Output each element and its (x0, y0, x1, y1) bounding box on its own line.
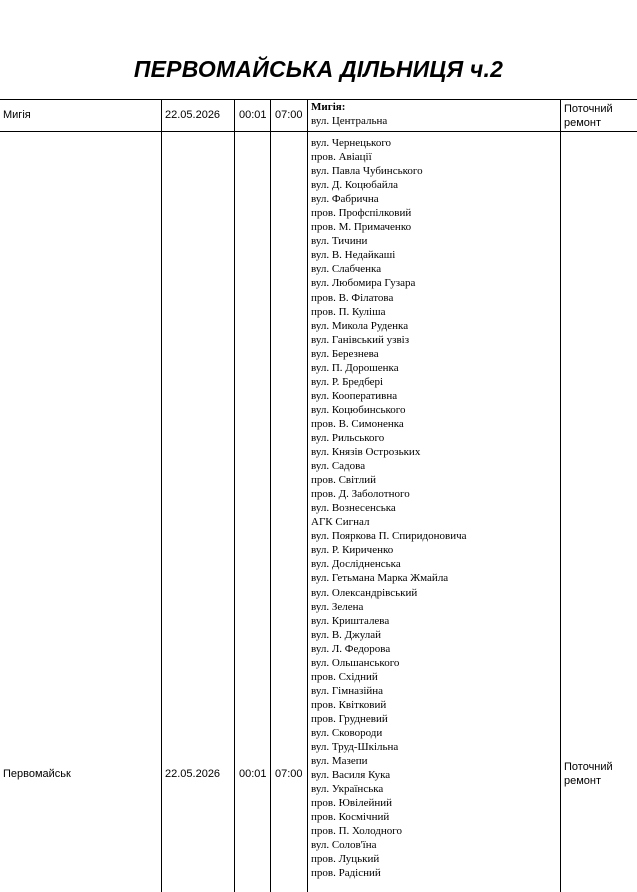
street-item: вул. Чернецького (311, 137, 392, 149)
street-item: пров. Квітковий (311, 698, 387, 711)
column-divider (234, 132, 235, 892)
page-title: ПЕРВОМАЙСЬКА ДІЛЬНИЦЯ ч.2 (133, 56, 504, 82)
street-item: вул. Мазепи (311, 755, 368, 768)
column-divider (161, 132, 162, 892)
street-item: пров. В. Симоненка (311, 417, 404, 430)
street-item: вул. Фабрична (311, 193, 379, 206)
street-item: вул. Солов'їна (311, 839, 377, 852)
table-row (0, 100, 637, 132)
work-type-cell: Поточний ремонт (564, 103, 613, 129)
street-item: пров. Профспілковий (311, 207, 412, 220)
street-item: вул. Садова (311, 460, 366, 473)
street-item: вул. Гетьмана Марка Жмайла (311, 572, 449, 585)
street-item: АГК Сигнал (311, 516, 370, 529)
street-item: вул. Зелена (311, 600, 364, 613)
street-item: пров. В. Філатова (311, 291, 394, 304)
street-item: вул. Коцюбинського (311, 403, 406, 416)
column-divider (270, 100, 271, 131)
street-item: вул. Павла Чубинського (311, 165, 423, 178)
column-divider (307, 100, 308, 131)
street-item: вул. Кооперативна (311, 389, 398, 402)
street-item: вул. Українська (311, 783, 384, 796)
street-item: вул. В. Недайкаші (311, 249, 396, 262)
street-item: вул. Р. Кириченко (311, 544, 394, 557)
column-divider (161, 100, 162, 131)
street-item: вул. Дослідненська (311, 558, 401, 571)
street-item: вул. Вознесенська (311, 502, 396, 515)
street-item: вул. Микола Руденка (311, 319, 409, 332)
street-item: вул. Сковороди (311, 726, 383, 739)
street-item: пров. П. Холодного (311, 825, 403, 838)
street-item: вул. Ганівський узвіз (311, 333, 410, 346)
street-item: вул. Ольшанського (311, 656, 400, 669)
street-item: пров. Авіації (311, 151, 372, 164)
street-item: пров. П. Куліша (311, 305, 386, 318)
street-item: вул. Центральна (311, 115, 388, 127)
street-item: вул. Труд-Шкільна (311, 741, 399, 754)
street-item: пров. Східний (311, 670, 378, 683)
street-item: вул. Березнева (311, 347, 379, 360)
street-item: пров. Д. Заболотного (311, 488, 410, 501)
column-divider (307, 132, 308, 892)
street-item: вул. Рильського (311, 431, 385, 444)
area-heading: Мигія: (311, 101, 346, 113)
street-item: вул. Князів Острозьких (311, 446, 421, 459)
street-item: вул. Гімназійна (311, 684, 384, 697)
street-item: пров. Луцький (311, 853, 380, 866)
date-cell: 22.05.2026 (165, 109, 221, 121)
street-item: вул. П. Дорошенка (311, 361, 399, 374)
location-cell: Первомайськ (3, 768, 71, 780)
street-item: вул. В. Джулай (311, 628, 382, 641)
street-item: вул. Олександрівський (311, 586, 418, 599)
street-item: пров. Світлий (311, 474, 376, 487)
table-row (0, 132, 637, 892)
street-item: пров. Космічний (311, 811, 390, 824)
column-divider (560, 132, 561, 892)
street-item: вул. Любомира Гузара (311, 277, 416, 290)
column-divider (234, 100, 235, 131)
time-end-cell: 07:00 (275, 109, 303, 121)
street-list (311, 136, 467, 880)
location-cell: Мигія (3, 109, 31, 121)
time-end-cell: 07:00 (275, 768, 303, 780)
street-item: вул. Кришталева (311, 614, 390, 627)
street-item: вул. Василя Кука (311, 769, 391, 782)
street-item: пров. Радісний (311, 867, 381, 880)
street-item: пров. Ювілейний (311, 797, 393, 810)
street-item: вул. Р. Бредбері (311, 375, 384, 388)
work-type-cell: Поточний ремонт (564, 761, 613, 787)
street-item: вул. Пояркова П. Спиридоновича (311, 530, 467, 543)
column-divider (560, 100, 561, 131)
street-item: вул. Тичини (311, 235, 368, 248)
street-item: пров. Грудневий (311, 712, 388, 725)
time-start-cell: 00:01 (239, 768, 267, 780)
column-divider (270, 132, 271, 892)
street-item: вул. Слабченка (311, 263, 382, 276)
time-start-cell: 00:01 (239, 109, 267, 121)
date-cell: 22.05.2026 (165, 768, 221, 780)
street-item: вул. Д. Коцюбайла (311, 179, 398, 192)
street-item: вул. Л. Федорова (311, 642, 391, 655)
street-item: пров. М. Примаченко (311, 221, 412, 234)
outage-table (0, 99, 637, 892)
